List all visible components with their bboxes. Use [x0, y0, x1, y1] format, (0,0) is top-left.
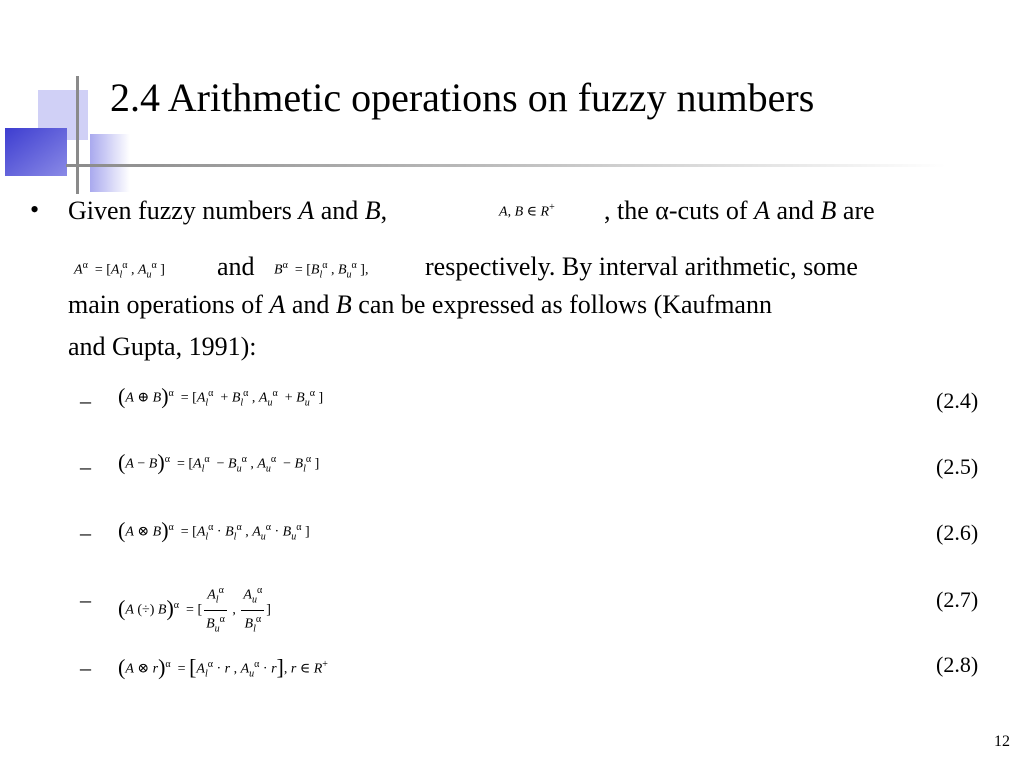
formula-division: (A (÷) B)$^\alpha$ = [ $\frac{A_l^\alpha}{B_u^\alpha}$ , $\frac{A_u^\alpha}{B_l^\alpha}$ ]: [118, 576, 271, 641]
dash-4: –: [80, 587, 91, 612]
dash-1: –: [80, 388, 91, 413]
dash-5: –: [80, 655, 91, 680]
formula-scalar-multiplication: (A ⊗ $r)^\alpha = [A_l^\alpha \cdot r$ , $A_u^\alpha \cdot r$], r ∈ R+: [118, 654, 328, 680]
dash-2: –: [80, 454, 91, 479]
slide-title: 2.4 Arithmetic operations on fuzzy numbers: [110, 75, 815, 120]
page-number: 12: [994, 733, 1010, 750]
equation-number-2-6: (2.6): [936, 520, 979, 545]
bullet-dot: •: [30, 195, 40, 224]
math-ab-in-r: A, B ∈ R+: [499, 202, 555, 220]
equation-number-2-4: (2.4): [936, 388, 979, 413]
dash-3: –: [80, 520, 91, 545]
paragraph-and: and: [217, 252, 255, 281]
decor-vline-1: [76, 76, 79, 194]
paragraph-line-4: and Gupta, 1991):: [68, 332, 257, 361]
paragraph-line-1-end: , the α-cuts of A and B are: [604, 196, 875, 225]
equation-number-2-8: (2.8): [936, 652, 979, 677]
paragraph-line-2: respectively. By interval arithmetic, some: [425, 252, 858, 281]
paragraph-line-3: main operations of A and B can be expressed as follows (Kaufmann: [68, 290, 772, 319]
decor-square-dark: [5, 128, 67, 176]
formula-addition: (A ⊕ $B)^\alpha = [A_l^\alpha + B_l^\alpha$ , $A_u^\alpha + B_u^\alpha$ ]: [118, 383, 324, 409]
math-a-alpha-cut: $A^\alpha = [A_l^\alpha$ , $A_u^\alpha$ ]: [74, 260, 165, 281]
formula-multiplication: (A ⊗ $B)^\alpha = [A_l^\alpha \cdot B_l^\alpha$ , $A_u^\alpha \cdot B_u^\alpha$ ]: [118, 517, 310, 543]
decor-square-light: [90, 134, 130, 192]
equation-number-2-5: (2.5): [936, 454, 979, 479]
formula-subtraction: $(A - B)^\alpha = [A_l^\alpha - B_u^\alpha$ , $A_u^\alpha - B_l^\alpha$ ]: [118, 449, 320, 475]
title-rule: [66, 164, 946, 167]
equation-number-2-7: (2.7): [936, 587, 979, 612]
paragraph-line-1: Given fuzzy numbers A and B,: [68, 196, 388, 225]
math-b-alpha-cut: $B^\alpha = [B_l^\alpha$ , $B_u^\alpha$ ],: [274, 260, 369, 281]
